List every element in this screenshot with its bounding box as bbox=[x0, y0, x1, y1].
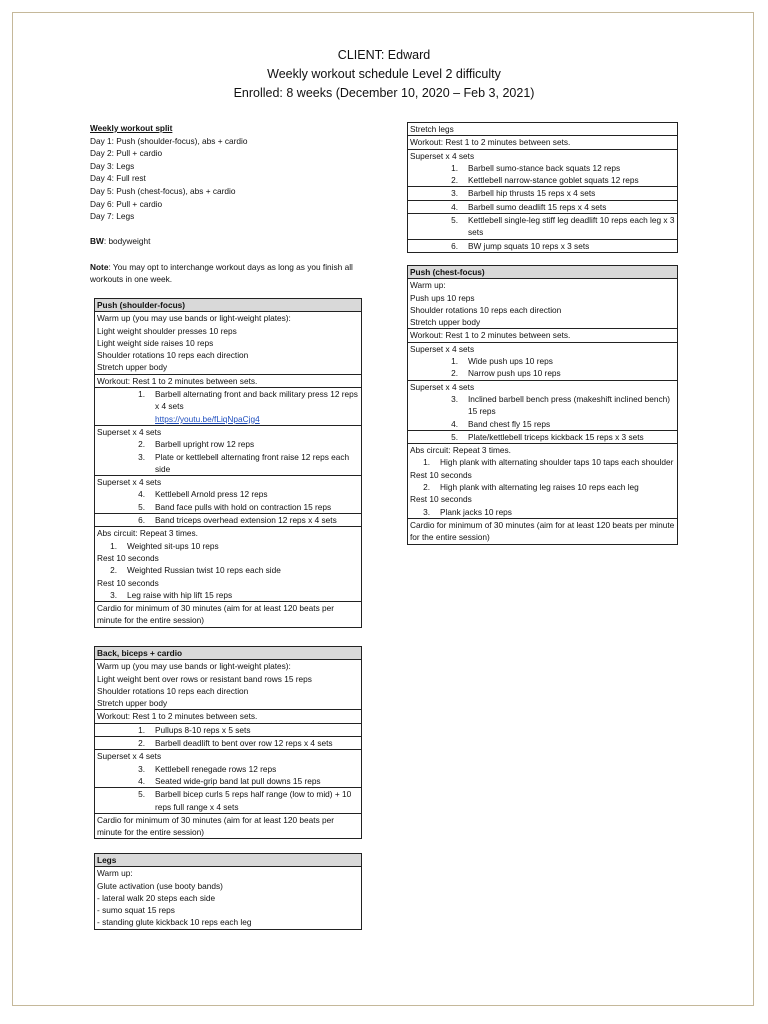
workout-rest: Workout: Rest 1 to 2 minutes between sets. bbox=[95, 374, 362, 387]
client-name: CLIENT: Edward bbox=[337, 48, 431, 62]
superset-cell: Superset x 4 sets 3. Inclined barbell bench press (makeshift inclined bench) 15 reps 4. Band chest fly 15 reps bbox=[408, 380, 678, 430]
abs-circuit: Abs circuit: Repeat 3 times. 1. High plank with alternating shoulder taps 10 taps each shoulder Rest 10 seconds 2. High plank with alternating leg raises 10 reps each leg Rest 10 seconds 3. Plank jacks 10 reps bbox=[408, 444, 678, 519]
warmup-cell: Warm up (you may use bands or light-weight plates): Light weight shoulder presses 10 reps Light weight side raises 10 reps Shoulder rotations 10 reps each direction Stretch upper body bbox=[95, 312, 362, 374]
legs-table bbox=[94, 853, 362, 930]
video-link[interactable]: https://youtu.be/fLiqNpaCjg4 bbox=[155, 413, 260, 424]
exercise-row: 2. Barbell deadlift to bent over row 12 reps x 4 sets bbox=[95, 737, 362, 750]
document-header bbox=[0, 46, 768, 103]
push-shoulder-table bbox=[94, 298, 362, 628]
bw-definition: BW: bodyweight bbox=[90, 236, 151, 247]
exercise-row: 3. Barbell hip thrusts 15 reps x 4 sets bbox=[408, 187, 678, 200]
back-biceps-table bbox=[94, 646, 362, 839]
section-title: Back, biceps + cardio bbox=[95, 647, 362, 660]
day-line: Day 5: Push (chest-focus), abs + cardio bbox=[90, 185, 236, 196]
cardio-cell: Cardio for minimum of 30 minutes (aim for at least 120 beats per minute for the entire session) bbox=[95, 602, 362, 628]
exercise-row: 6. BW jump squats 10 reps x 3 sets bbox=[408, 239, 678, 252]
split-title: Weekly workout split bbox=[90, 123, 173, 133]
warmup-cell: Warm up: Push ups 10 reps Shoulder rotations 10 reps each direction Stretch upper body bbox=[408, 279, 678, 329]
cardio-cell: Cardio for minimum of 30 minutes (aim for at least 120 beats per minute for the entire session) bbox=[408, 518, 678, 544]
superset-cell: Superset x 4 sets 4. Kettlebell Arnold press 12 reps 5. Band face pulls with hold on contraction 15 reps bbox=[95, 476, 362, 514]
intro-section bbox=[90, 122, 358, 286]
workout-rest: Workout: Rest 1 to 2 minutes between sets. bbox=[408, 329, 678, 342]
exercise-row: 1. Barbell alternating front and back military press 12 reps x 4 sets https://youtu.be/fLiqNpaCjg4 bbox=[95, 388, 362, 426]
push-chest-table bbox=[407, 265, 678, 545]
exercise-row: 5. Barbell bicep curls 5 reps half range (low to mid) + 10 reps full range x 4 sets bbox=[95, 788, 362, 814]
workout-rest: Workout: Rest 1 to 2 minutes between sets. bbox=[408, 136, 678, 149]
abs-circuit: Abs circuit: Repeat 3 times. 1. Weighted sit-ups 10 reps Rest 10 seconds 2. Weighted Russian twist 10 reps each side Rest 10 seconds 3. Leg raise with hip lift 15 reps bbox=[95, 527, 362, 602]
exercise-row: 5. Plate/kettlebell triceps kickback 15 reps x 3 sets bbox=[408, 430, 678, 443]
cardio-cell: Cardio for minimum of 30 minutes (aim for at least 120 beats per minute for the entire session) bbox=[95, 813, 362, 839]
day-line: Day 4: Full rest bbox=[90, 173, 146, 184]
enrollment-period: Enrolled: 8 weeks (December 10, 2020 – Feb 3, 2021) bbox=[233, 86, 535, 100]
schedule-title: Weekly workout schedule Level 2 difficulty bbox=[267, 67, 501, 81]
stretch-legs: Stretch legs bbox=[408, 123, 678, 136]
exercise-row: 1. Pullups 8-10 reps x 5 sets bbox=[95, 723, 362, 736]
superset-cell: Superset x 4 sets 2. Barbell upright row 12 reps 3. Plate or kettlebell alternating front raise 12 reps each side bbox=[95, 425, 362, 475]
day-line: Day 3: Legs bbox=[90, 160, 135, 171]
day-line: Day 7: Legs bbox=[90, 211, 135, 222]
superset-cell: Superset x 4 sets 1. Wide push ups 10 reps 2. Narrow push ups 10 reps bbox=[408, 342, 678, 380]
section-title: Push (chest-focus) bbox=[408, 266, 678, 279]
day-line: Day 1: Push (shoulder-focus), abs + cardio bbox=[90, 135, 248, 146]
warmup-cell: Warm up (you may use bands or light-weight plates): Light weight bent over rows or resistant band rows 15 reps Shoulder rotations 10 reps each direction Stretch upper body bbox=[95, 660, 362, 710]
section-title: Push (shoulder-focus) bbox=[95, 299, 362, 312]
exercise-row: 5. Kettlebell single-leg stiff leg deadlift 10 reps each leg x 3 sets bbox=[408, 214, 678, 240]
day-line: Day 6: Pull + cardio bbox=[90, 198, 163, 209]
day-line: Day 2: Pull + cardio bbox=[90, 148, 163, 159]
section-title: Legs bbox=[95, 854, 362, 867]
exercise-row: 4. Barbell sumo deadlift 15 reps x 4 sets bbox=[408, 200, 678, 213]
superset-cell: Superset x 4 sets 1. Barbell sumo-stance back squats 12 reps 2. Kettlebell narrow-stance goblet squats 12 reps bbox=[408, 149, 678, 187]
workout-rest: Workout: Rest 1 to 2 minutes between sets. bbox=[95, 710, 362, 723]
note: Note: You may opt to interchange workout days as long as you finish all workouts in one week. bbox=[90, 261, 353, 285]
legs-continued-table bbox=[407, 122, 678, 253]
exercise-row: 6. Band triceps overhead extension 12 reps x 4 sets bbox=[95, 514, 362, 527]
superset-cell: Superset x 4 sets 3. Kettlebell renegade rows 12 reps 4. Seated wide-grip band lat pull downs 15 reps bbox=[95, 750, 362, 788]
warmup-cell: Warm up: Glute activation (use booty bands) - lateral walk 20 steps each side - sumo squat 15 reps - standing glute kickback 10 reps each leg bbox=[95, 867, 362, 929]
